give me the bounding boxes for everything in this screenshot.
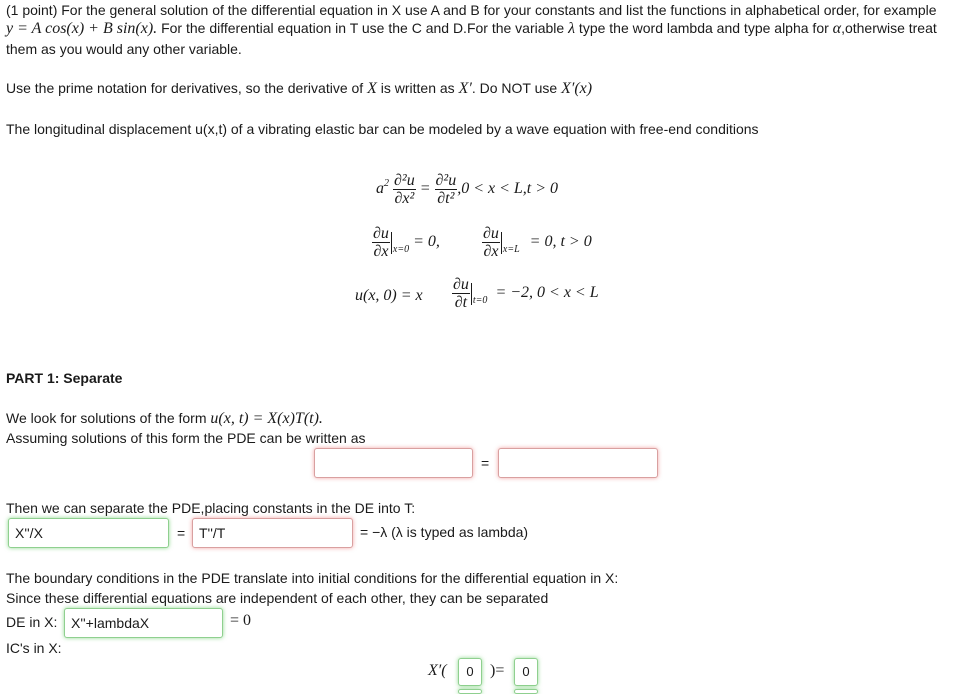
boundary-condition-1: $\frac{\partial u}{\partial x}$ $_{x=0}$ = 0, xyxy=(373,225,440,260)
intro-line-3: them as you would any other variable. xyxy=(6,41,242,57)
assumption-text: Assuming solutions of this form the PDE can be written as xyxy=(6,430,366,446)
example-formula: y = A cos(x) + B sin(x). xyxy=(6,20,158,37)
ic-close-equals: )= xyxy=(490,662,505,679)
prime-X: X xyxy=(367,80,377,97)
separation-constant-note: = −λ (λ is typed as lambda) xyxy=(360,524,529,540)
intro-text-part-2: type the word lambda and type alpha for xyxy=(575,20,833,36)
pde-input-equals: = xyxy=(481,455,490,471)
d2u-dt2-fraction: $\frac{\text{∂²u}}{\text{∂t²}}$ xyxy=(435,172,457,207)
bc1-eval-point: x=0 xyxy=(392,244,410,256)
prime-text-3: . Do NOT use xyxy=(471,80,562,96)
alpha-symbol: α xyxy=(832,20,842,37)
ic2-argument-input-partial[interactable] xyxy=(458,689,482,694)
prime-text-1: Use the prime notation for derivatives, so the derivative of xyxy=(6,80,368,96)
form-text: We look for solutions of the form xyxy=(6,410,211,426)
de-in-x-label: DE in X: xyxy=(6,614,58,630)
independence-text: Since these differential equations are independent of each other, they can be separated xyxy=(6,590,549,606)
initial-condition-2: $\frac{\partial u}{\partial t}$ $_{t=0}$ = −2, 0 < x < L xyxy=(453,276,599,311)
problem-statement: The longitudinal displacement u(x,t) of a vibrating elastic bar can be modeled by a wave equation with free-end conditions xyxy=(6,121,759,137)
pde-equation xyxy=(376,172,558,207)
intro-text-part-3: ,otherwise treat xyxy=(841,20,937,36)
pde-right-input[interactable] xyxy=(498,448,658,478)
lambda-symbol: λ xyxy=(568,20,576,37)
bc2-eval-point: x=L xyxy=(502,244,520,256)
separation-equals: = xyxy=(177,525,186,541)
d2u-dx2-fraction: $\frac{\text{∂²u}}{\text{∂x²}}$ xyxy=(394,172,415,207)
solution-form-text xyxy=(6,410,323,428)
bc1-rhs: = 0, xyxy=(413,233,440,251)
separation-right-input[interactable]: T''/T xyxy=(192,518,353,548)
separate-text: Then we can separate the PDE,placing constants in the DE into T: xyxy=(6,500,416,516)
ic-x-prime-prefix: X′( xyxy=(428,662,447,679)
intro-line-1: (1 point) For the general solution of the differential equation in X use A and B for your constants and list the functions in alphabetical order, for example xyxy=(6,2,937,18)
ic2-rhs: = −2, 0 < x < L xyxy=(495,284,599,302)
ics-in-x-label: IC's in X: xyxy=(6,640,62,656)
intro-line-2 xyxy=(6,20,937,38)
ic-argument-input[interactable]: 0 xyxy=(458,658,482,686)
pde-domain: ,0 < x < L,t > 0 xyxy=(457,180,559,198)
de-in-x-input[interactable]: X''+lambdaX xyxy=(64,608,223,638)
separation-left-input[interactable]: X''/X xyxy=(8,518,169,548)
pde-left-input[interactable] xyxy=(314,448,473,478)
bc-translation-text: The boundary conditions in the PDE translate into initial conditions for the differential equation in X: xyxy=(6,570,619,586)
part1-heading: PART 1: Separate xyxy=(6,370,123,386)
ic2-eval-point: t=0 xyxy=(472,295,488,307)
boundary-condition-2: $\frac{\partial u}{\partial x}$ $_{x=L}$ = 0, t > 0 xyxy=(483,225,592,260)
prime-Xp: X′ xyxy=(458,80,472,97)
pde-equals: = xyxy=(419,180,431,198)
bc2-rhs: = 0, t > 0 xyxy=(529,233,592,251)
initial-condition-1: u(x, 0) = x xyxy=(355,287,423,304)
pde-coef: $a^2$ xyxy=(376,178,389,198)
intro-text-part: For the differential equation in T use the C and D.For the variable xyxy=(157,20,569,36)
ic2-value-input-partial[interactable] xyxy=(514,689,538,694)
prime-notation-note xyxy=(6,80,592,98)
ic-value-input[interactable]: 0 xyxy=(514,658,538,686)
prime-text-2: is written as xyxy=(376,80,459,96)
form-math: u(x, t) = X(x)T(t). xyxy=(210,410,323,427)
prime-Xpx: X′(x) xyxy=(561,80,593,97)
de-in-x-equals-zero: = 0 xyxy=(230,612,252,629)
